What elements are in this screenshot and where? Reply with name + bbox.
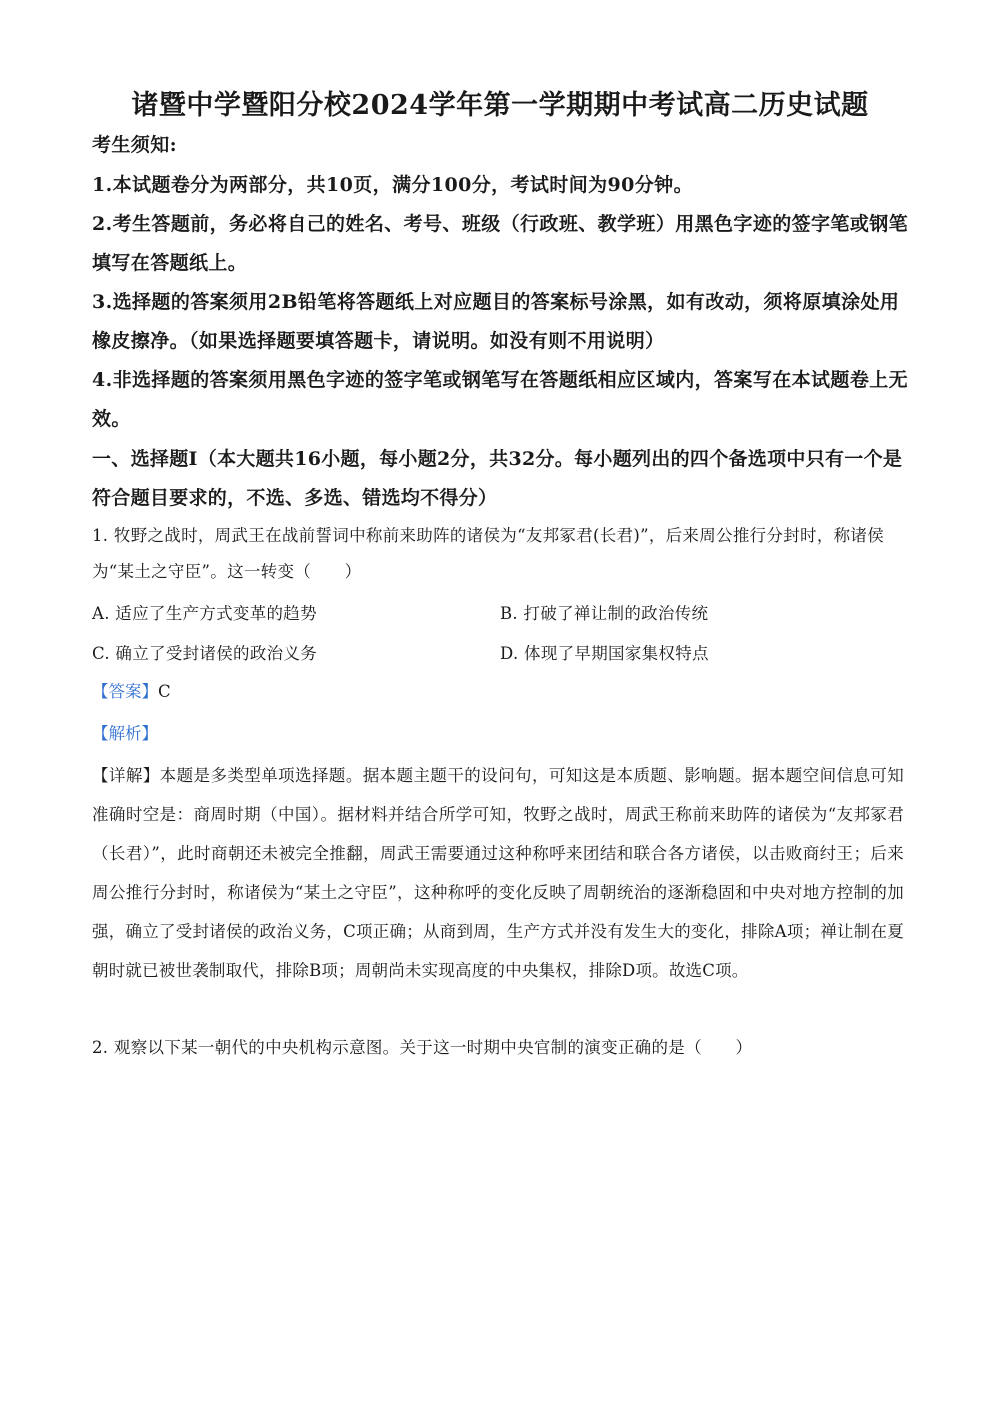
answer-row [92,674,171,710]
question-2-stem: 2. 观察以下某一朝代的中央机构示意图。关于这一时期中央官制的演变正确的是（ ） [92,1038,753,1057]
section-heading: 一、选择题Ⅰ（本大题共16小题，每小题2分，共32分。每小题列出的四个备选项中只有一个是符合题目要求的，不选、多选、错选均不得分） [92,448,903,509]
question-1-detail: 【详解】本题是多类型单项选择题。据本题主题干的设问句，可知这是本质题、影响题。据本题空间信息可知准确时空是：商周时期（中国）。据材料并结合所学可知，牧野之战时，周武王称前来助阵的诸侯为“友邦冢君（长君）”，此时商朝还未被完全推翻，周武王需要通过这种称呼来团结和联合各方诸侯，以击败商纣王；后来周公推行分封时，称诸侯为“某土之守臣”，这种称呼的变化反映了周朝统治的逐渐稳固和中央对地方控制的加强，确立了受封诸侯的政治义务，C项正确；从商到周，生产方式并没有发生大的变化，排除A项；禅让制在夏朝时就已被世袭制取代，排除B项；周朝尚未实现高度的中央集权，排除D项。故选C项。 [92,766,904,980]
notice-item-1: 1.本试题卷分为两部分，共10页，满分100分，考试时间为90分钟。 [92,174,693,196]
notice-item-4: 4.非选择题的答案须用黑色字迹的签字笔或钢笔写在答题纸相应区域内，答案写在本试题卷上无效。 [92,369,909,430]
question-1-option-c: C. 确立了受封诸侯的政治义务 [92,644,318,663]
question-1-option-d: D. 体现了早期国家集权特点 [500,644,709,663]
page-title: 诸暨中学暨阳分校2024学年第一学期期中考试高二历史试题 [131,90,869,121]
notice-item-2: 2.考生答题前，务必将自己的姓名、考号、班级（行政班、教学班）用黑色字迹的签字笔或钢笔填写在答题纸上。 [92,213,909,274]
answer-tag: 【答案】 [92,682,158,701]
notice-item-3: 3.选择题的答案须用2B铅笔将答题纸上对应题目的答案标号涂黑，如有改动，须将原填涂处用橡皮擦净。（如果选择题要填答题卡，请说明。如没有则不用说明） [92,291,900,352]
analysis-tag: 【解析】 [92,724,158,743]
question-1-option-a: A. 适应了生产方式变革的趋势 [92,604,317,623]
question-1-stem: 1. 牧野之战时，周武王在战前誓词中称前来助阵的诸侯为“友邦冢君(长君)”，后来周公推行分封时，称诸侯为“某土之守臣”。这一转变（ ） [92,526,885,581]
answer-value: C [158,682,171,701]
analysis-row [92,716,158,752]
notice-heading: 考生须知: [92,134,178,156]
question-1-option-b: B. 打破了禅让制的政治传统 [500,604,709,623]
